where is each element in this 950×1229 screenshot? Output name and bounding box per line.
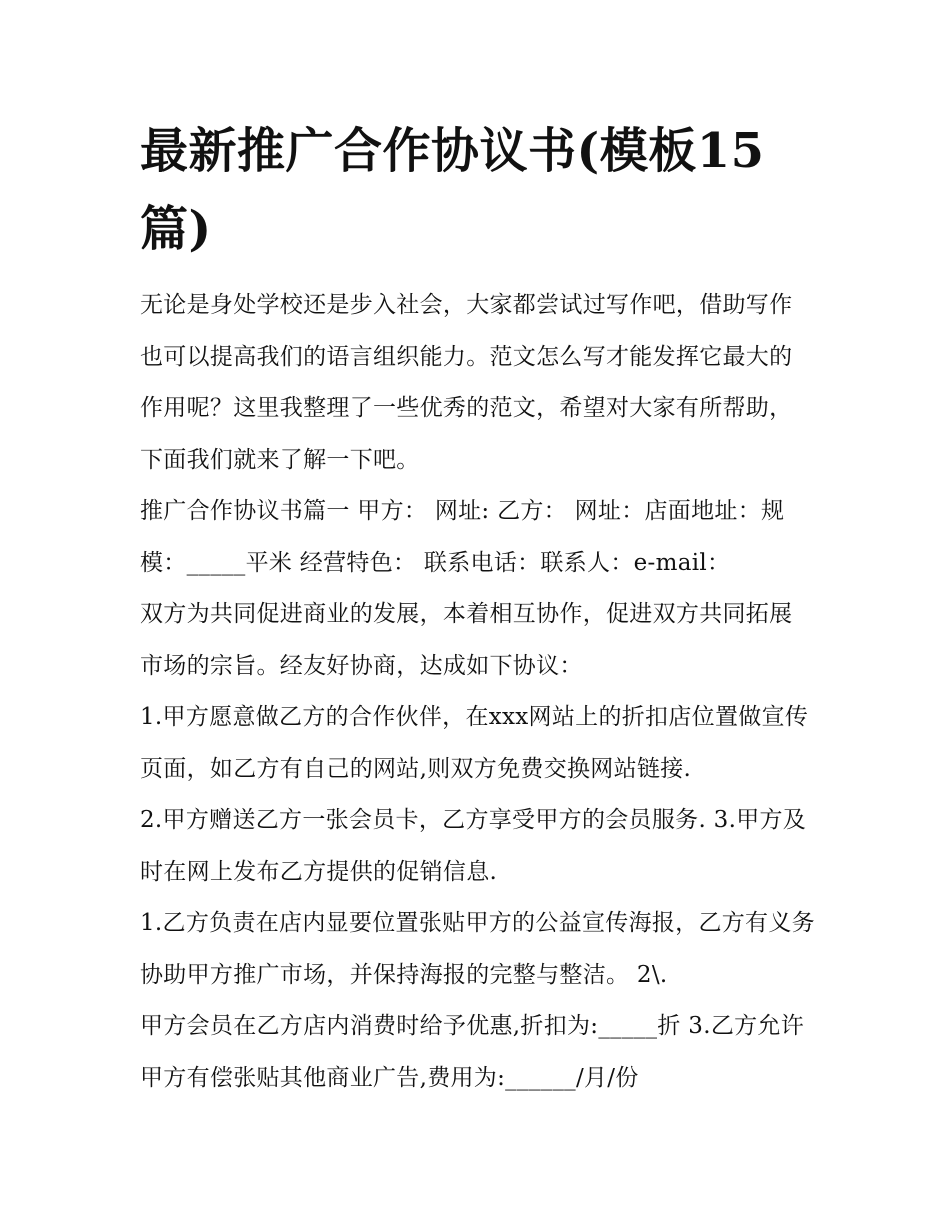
intro-paragraph: 无论是身处学校还是步入社会，大家都尝试过写作吧，借助写作也可以提高我们的语言组织能力。范文怎么写才能发挥它最大的作用呢？这里我整理了一些优秀的范文，希望对大家有所帮助，下面我们就来了解一下吧。 (140, 292, 793, 473)
parties-info-paragraph: 推广合作协议书篇一 甲方： 网址: 乙方： 网址：店面地址：规模：_____平米 经营特色： 联系电话：联系人：e-mail： (140, 498, 785, 576)
party-b-clause-1: 1.乙方负责在店内显要位置张贴甲方的公益宣传海报，乙方有义务协助甲方推广市场，并保持海报的完整与整洁。 2\. (140, 910, 815, 988)
party-a-clause-1: 1.甲方愿意做乙方的合作伙伴，在xxx网站上的折扣店位置做宣传页面，如乙方有自己的网站,则双方免费交换网站链接. (140, 704, 809, 782)
purpose-paragraph: 双方为共同促进商业的发展，本着相互协作，促进双方共同拓展市场的宗旨。经友好协商，达成如下协议： (140, 601, 793, 679)
party-b-clause-2-3: 甲方会员在乙方店内消费时给予优惠,折扣为:_____折 3.乙方允许甲方有偿张贴其他商业广告,费用为:______/月/份 (140, 1013, 805, 1091)
document-page (140, 112, 815, 1104)
party-a-clause-2-3: 2.甲方赠送乙方一张会员卡，乙方享受甲方的会员服务. 3.甲方及时在网上发布乙方提供的促销信息. (140, 807, 807, 885)
document-body (140, 280, 815, 1104)
document-title: 最新推广合作协议书(模板15篇) (140, 123, 765, 257)
